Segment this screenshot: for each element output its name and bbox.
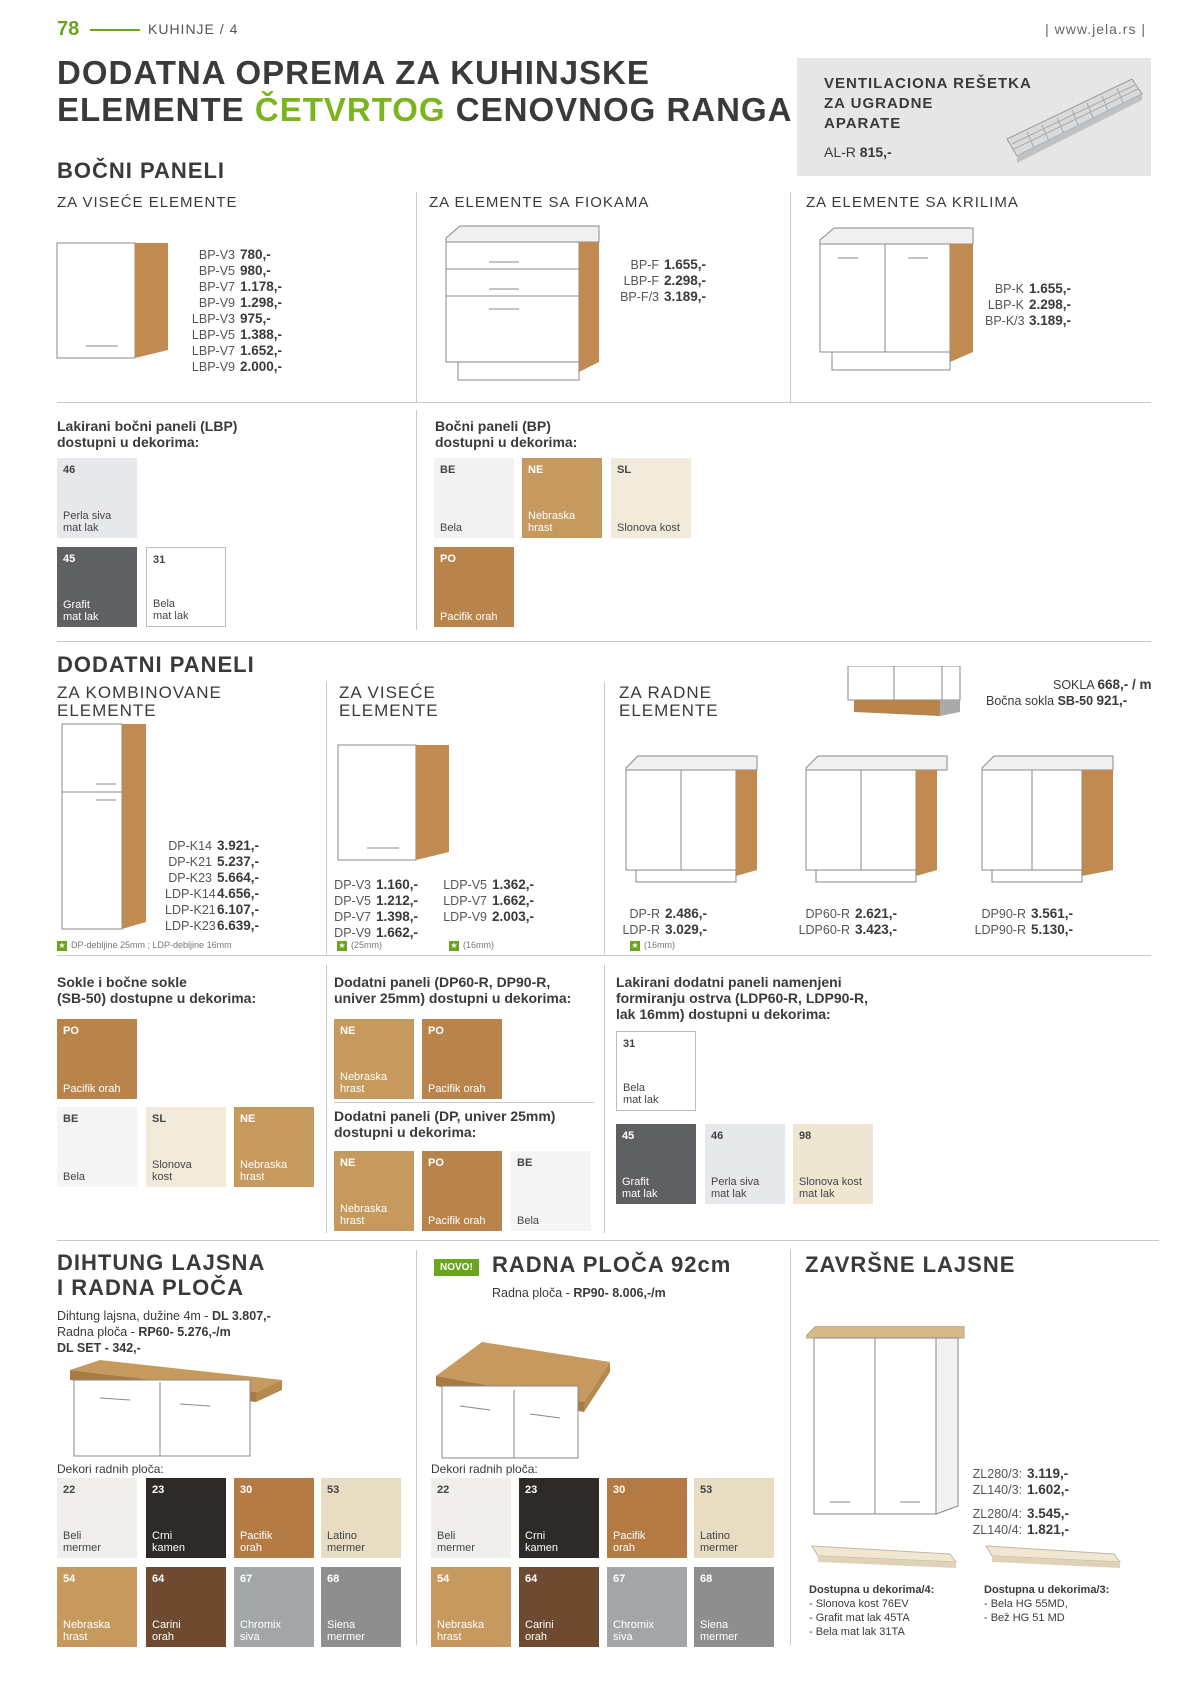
price-code: DP-K21 [168,855,212,869]
decor-code: 22 [437,1484,450,1496]
decor-name: Latino mermer [327,1530,365,1554]
decor-name: Bela mat lak [153,598,189,622]
zavrsne-title: ZAVRŠNE LAJSNE [805,1252,1016,1277]
decor-swatch [519,1478,599,1558]
price-value: 1.652,- [240,343,283,358]
price-value: 6.639,- [217,918,260,933]
decor-swatch [57,1478,137,1558]
price-code: BP-V5 [198,264,235,278]
price-row [965,1466,1069,1482]
radna-dekori-label: Dekori radnih ploča: [431,1462,538,1476]
decor-swatch [519,1567,599,1647]
bocni-title: BOČNI PANELI [57,158,226,183]
decor-name: Bela [517,1215,540,1227]
decor-code: 30 [240,1484,253,1496]
price-value: 3.561,- [1031,906,1074,921]
decor-name: Bela [440,522,463,534]
decor-swatch [57,458,137,538]
decor-swatch [57,1107,137,1187]
hanging-cabinet-illustration-2 [337,744,453,862]
decor-swatch [616,1031,696,1111]
price-code: DP-K23 [168,871,212,885]
dodatni-col2-title: ZA VISEĆE ELEMENTE [339,683,439,720]
price-value: 2.298,- [664,273,707,288]
decor-code: PO [440,553,456,565]
price-value: 1.298,- [240,295,283,310]
price-value: 1.212,- [376,893,419,908]
price-row [973,906,1073,922]
price-row [188,247,282,263]
price-code: DP-K14 [168,839,212,853]
dodatni-title: DODATNI PANELI [57,652,255,677]
price-row [165,902,259,918]
price-row [617,922,707,938]
header-rule [90,29,140,31]
price-code: DP-V9 [334,926,371,940]
price-row [188,279,282,295]
price-code: LDP60-R [798,923,850,937]
price-code: BP-V3 [198,248,235,262]
decor-name: Nebraska hrast [528,510,576,534]
ldp-description: Lakirani dodatni paneli namenjeni formiranju ostrva (LDP60-R, LDP90-R, lak 16mm) dostupni u dekorima: [616,974,869,1022]
decor-name: Pacifik orah [428,1083,486,1095]
decor-list-item: - Grafit mat lak 45TA [809,1612,910,1624]
decor-name: Pacifik orah [613,1530,646,1554]
price-value: 1.160,- [376,877,419,892]
decor-code: 54 [437,1573,450,1585]
decor-code: NE [340,1025,356,1037]
price-code: LDP-V5 [443,878,487,892]
price-row [797,922,897,938]
title-line2: ELEMENTE ČETVRTOG CENOVNOG RANGA [57,91,793,128]
decor-list-item: - Bela HG 55MD, [984,1598,1068,1610]
price-code: DP-V5 [334,894,371,908]
decor-name: Crni kamen [152,1530,186,1554]
decor-swatch [705,1124,785,1204]
worktop-illustration-2 [434,1340,614,1460]
decor-code: 31 [153,554,166,566]
dodatni-col2-prices-a [332,877,418,941]
price-row [332,893,418,909]
decor-name: Nebraska hrast [340,1203,388,1227]
price-row [797,906,897,922]
decor-code: 23 [152,1484,165,1496]
price-value: 1.662,- [492,893,535,908]
price-code: LBP-K [987,298,1024,312]
bocni-col3-prices [985,281,1071,329]
dodatni-col3-prices-2 [797,906,897,938]
decor-name: Nebraska hrast [437,1619,485,1643]
price-value: 2.003,- [492,909,535,924]
page-number: 78 [57,18,80,40]
bp-description: Bočni paneli (BP) dostupni u dekorima: [435,418,578,450]
price-row [188,311,282,327]
decor-code: 98 [799,1130,812,1142]
price-code: BP-V9 [198,296,235,310]
decor-name: Carini orah [525,1619,554,1643]
price-row [617,906,707,922]
price-row [188,343,282,359]
price-value: 3.545,- [1027,1506,1070,1521]
decor-code: 54 [63,1573,76,1585]
price-code: LDP-K21 [165,903,216,917]
price-row [165,838,259,854]
decor-code: NE [240,1113,256,1125]
vent-title-3: APARATE [824,115,902,132]
price-code: DP60-R [805,907,850,921]
decor-list-title: Dostupna u dekorima/3: [984,1584,1110,1596]
decor-name: Bela mat lak [623,1082,659,1106]
novo-badge: NOVO! [434,1259,479,1276]
price-row [620,289,706,305]
decor-swatch [57,547,137,627]
decor-swatch [334,1019,414,1099]
dodatni-col1-note: ★ DP-debljine 25mm ; LDP-debljine 16mm [58,940,232,950]
decor-code: 68 [327,1573,340,1585]
price-code: LDP-K14 [165,887,216,901]
price-code: BP-K/3 [985,314,1025,328]
decor-list-item: - Slonova kost 76EV [809,1598,909,1610]
price-value: 1.662,- [376,925,419,940]
radna-title: RADNA PLOČA 92cm [492,1252,732,1277]
decor-name: Pacifik orah [440,611,498,623]
price-row [188,263,282,279]
price-code: ZL140/3: [972,1483,1022,1497]
decor-swatch [611,458,691,538]
price-code: LDP-R [622,923,660,937]
vent-box [797,58,1151,176]
decor-code: 46 [711,1130,724,1142]
decor-code: 67 [613,1573,626,1585]
decor-name: Latino mermer [700,1530,738,1554]
price-row [188,327,282,343]
price-value: 2.000,- [240,359,283,374]
sokla-illustration [846,666,966,726]
zavrsne-prices-2 [965,1506,1069,1538]
price-row [985,313,1071,329]
decor-name: Siena mermer [327,1619,365,1643]
decor-swatch [434,547,514,627]
price-value: 1.655,- [1029,281,1072,296]
decor-swatch [694,1478,774,1558]
decor-swatch [607,1567,687,1647]
decor-swatch [146,547,226,627]
decor-code: 45 [63,553,76,565]
decor-code: BE [63,1113,79,1125]
dodatni-col3-prices-1 [617,906,707,938]
price-code: LBP-V7 [191,344,235,358]
price-row [188,359,282,375]
trim-strip-illustration-2 [984,1540,1124,1570]
price-code: LDP-K23 [165,919,216,933]
price-value: 5.664,- [217,870,260,885]
price-value: 5.237,- [217,854,260,869]
price-code: ZL280/3: [972,1467,1022,1481]
price-code: LBP-F [623,274,659,288]
sokle-description: Sokle i bočne sokle (SB-50) dostupne u dekorima: [57,974,257,1006]
decor-swatch [57,1019,137,1099]
decor-name: Chromix siva [613,1619,654,1643]
lbp-description: Lakirani bočni paneli (LBP) dostupni u dekorima: [57,418,238,450]
price-code: LBP-V5 [191,328,235,342]
decor-name: Perla siva mat lak [63,510,112,534]
price-row [985,281,1071,297]
decor-code: SL [152,1113,167,1125]
decor-swatch [146,1567,226,1647]
decor-code: 30 [613,1484,626,1496]
price-row [965,1506,1069,1522]
decor-swatch [321,1478,401,1558]
dodatni-col3-title: ZA RADNE ELEMENTE [619,683,719,720]
bocni-col1-title: ZA VISEĆE ELEMENTE [57,194,238,211]
price-row [165,854,259,870]
zavrsne-dekori-3 [984,1583,1109,1625]
drawer-cabinet-illustration [444,224,604,386]
price-value: 3.423,- [855,922,898,937]
price-value: 3.119,- [1027,1466,1069,1481]
price-value: 4.656,- [217,886,260,901]
price-code: LDP-V7 [443,894,487,908]
decor-code: NE [528,464,544,476]
decor-name: Bela [63,1171,86,1183]
decor-code: 53 [700,1484,713,1496]
decor-code: 22 [63,1484,76,1496]
decor-name: Siena mermer [700,1619,738,1643]
decor-swatch [234,1567,314,1647]
decor-name: Perla siva mat lak [711,1176,760,1200]
base-cabinet-illustration-2 [804,754,954,884]
price-code: ZL140/4: [972,1523,1022,1537]
tall-cabinet-illustration [60,722,150,932]
radna-price: Radna ploča - RP90- 8.006,-/m [492,1286,666,1300]
decor-swatch [607,1478,687,1558]
vent-price: 815,- [859,144,892,160]
dihtung-prices: Dihtung lajsna, dužine 4m - DL 3.807,- Radna ploča - RP60- 5.276,-/m DL SET - 342,- [57,1309,271,1355]
dodatni-col1-title: ZA KOMBINOVANE ELEMENTE [57,683,222,720]
price-code: DP90-R [981,907,1026,921]
decor-name: Chromix siva [240,1619,281,1643]
dodatni-col2-prices-b [440,877,534,925]
decor-name: Nebraska hrast [240,1159,288,1183]
sokla-price: SOKLA 668,- / m [1053,677,1152,692]
decor-swatch [793,1124,873,1204]
price-row [973,922,1073,938]
price-code: DP-V3 [334,878,371,892]
decor-swatch [434,458,514,538]
page-title [57,54,792,128]
decor-name: Crni kamen [525,1530,559,1554]
price-code: BP-K [994,282,1024,296]
price-code: LBP-V3 [191,312,235,326]
decor-swatch [334,1151,414,1231]
decor-name: Grafit mat lak [63,599,99,623]
decor-name: Pacifik orah [240,1530,273,1554]
decor-code: 45 [622,1130,635,1142]
price-row [965,1522,1069,1538]
decor-name: Slonova kost [617,522,680,534]
price-code: DP-V7 [334,910,371,924]
decor-swatch [234,1478,314,1558]
price-value: 2.621,- [855,906,898,921]
price-code: BP-F/3 [620,290,659,304]
dihtung-dekori-label: Dekori radnih ploča: [57,1462,164,1476]
hanging-cabinet-illustration [56,242,172,360]
title-line1: DODATNA OPREMA ZA KUHINJSKE [57,54,650,91]
decor-code: 64 [152,1573,165,1585]
dodatni-col3-prices-3 [973,906,1073,938]
price-value: 1.655,- [664,257,707,272]
vent-title-2: ZA UGRADNE [824,95,934,112]
price-value: 2.298,- [1029,297,1072,312]
price-value: 1.821,- [1027,1522,1070,1537]
zavrsne-dekori-4 [809,1583,934,1639]
decor-swatch [57,1567,137,1647]
decor-code: 31 [623,1038,636,1050]
decor-swatch [146,1478,226,1558]
decor-name: Grafit mat lak [622,1176,658,1200]
dodatni-col1-prices [165,838,259,934]
bocni-col2-title: ZA ELEMENTE SA FIOKAMA [429,194,650,211]
decor-list-item: - Bela mat lak 31TA [809,1626,905,1638]
price-value: 1.388,- [240,327,283,342]
price-value: 2.486,- [665,906,708,921]
price-row [440,909,534,925]
decor-code: NE [340,1157,356,1169]
dp60-description: Dodatni paneli (DP60-R, DP90-R, univer 25mm) dostupni u dekorima: [334,974,572,1006]
decor-code: PO [428,1157,444,1169]
decor-code: 68 [700,1573,713,1585]
bocni-col3-title: ZA ELEMENTE SA KRILIMA [806,194,1019,211]
decor-code: BE [517,1157,533,1169]
decor-swatch [146,1107,226,1187]
dodatni-col3-note: ★ (16mm) [631,940,675,950]
price-row [620,257,706,273]
price-value: 780,- [240,247,271,262]
price-code: LBP-V9 [191,360,235,374]
decor-code: BE [440,464,456,476]
cornice-cabinet-illustration [806,1326,966,1516]
decor-swatch [422,1019,502,1099]
price-row [165,886,259,902]
decor-swatch [522,458,602,538]
decor-name: Slonova kost [152,1159,192,1183]
price-row [332,909,418,925]
dodatni-col2-note-a: ★ (25mm) [338,940,382,950]
section-label: KUHINJE / 4 [148,21,239,37]
decor-swatch [321,1567,401,1647]
decor-code: PO [63,1025,79,1037]
price-value: 1.178,- [240,279,283,294]
price-value: 3.029,- [665,922,708,937]
decor-name: Pacifik orah [428,1215,486,1227]
price-row [985,297,1071,313]
decor-swatch [431,1567,511,1647]
price-code: LDP-V9 [443,910,487,924]
bocni-col1-prices [188,247,282,375]
price-value: 1.398,- [376,909,419,924]
bocna-sokla-price: Bočna sokla SB-50 921,- [986,693,1128,708]
base-cabinet-illustration-3 [980,754,1120,884]
decor-list-item: - Bež HG 51 MD [984,1612,1065,1624]
decor-swatch [234,1107,314,1187]
price-value: 980,- [240,263,271,278]
price-row [965,1482,1069,1498]
base-cabinet-illustration-1 [624,754,764,884]
price-row [440,893,534,909]
decor-name: Nebraska hrast [63,1619,111,1643]
decor-swatch [616,1124,696,1204]
dp-description: Dodatni paneli (DP, univer 25mm) dostupni u dekorima: [334,1108,556,1140]
price-row [440,877,534,893]
bocni-col2-prices [620,257,706,305]
dodatni-col2-note-b: ★ (16mm) [450,940,494,950]
decor-swatch [431,1478,511,1558]
price-row [332,877,418,893]
price-code: LDP90-R [974,923,1026,937]
decor-code: 64 [525,1573,538,1585]
decor-name: Nebraska hrast [340,1071,388,1095]
price-value: 3.921,- [217,838,260,853]
price-value: 3.189,- [1029,313,1072,328]
decor-code: 53 [327,1484,340,1496]
price-code: BP-V7 [198,280,235,294]
decor-code: 46 [63,464,76,476]
decor-name: Beli mermer [437,1530,475,1554]
price-row [332,925,418,941]
decor-name: Pacifik orah [63,1083,121,1095]
decor-name: Beli mermer [63,1530,101,1554]
price-row [188,295,282,311]
worktop-illustration-1 [60,1358,290,1458]
price-row [165,870,259,886]
decor-code: 67 [240,1573,253,1585]
price-code: BP-F [630,258,659,272]
title-highlight: ČETVRTOG [254,91,446,128]
decor-swatch [422,1151,502,1231]
decor-name: Slonova kost mat lak [799,1176,862,1200]
site-link[interactable]: | www.jela.rs | [1045,21,1146,37]
decor-list-title: Dostupna u dekorima/4: [809,1584,935,1596]
decor-swatch [694,1567,774,1647]
door-cabinet-illustration [818,226,978,376]
vent-code: AL-R [824,144,856,160]
price-code: ZL280/4: [972,1507,1022,1521]
price-row [620,273,706,289]
decor-code: SL [617,464,632,476]
zavrsne-prices-1 [965,1466,1069,1498]
decor-name: Carini orah [152,1619,181,1643]
vent-grille-illustration [1002,64,1147,170]
price-code: DP-R [629,907,660,921]
decor-code: PO [428,1025,444,1037]
price-value: 6.107,- [217,902,260,917]
decor-code: 23 [525,1484,538,1496]
decor-swatch [511,1151,591,1231]
price-row [165,918,259,934]
vent-title-1: VENTILACIONA REŠETKA [824,75,1032,92]
price-value: 5.130,- [1031,922,1074,937]
price-value: 3.189,- [664,289,707,304]
dihtung-title: DIHTUNG LAJSNA I RADNA PLOČA [57,1250,266,1300]
price-value: 1.602,- [1027,1482,1070,1497]
price-value: 975,- [240,311,271,326]
trim-strip-illustration-1 [810,1540,960,1570]
price-value: 1.362,- [492,877,535,892]
